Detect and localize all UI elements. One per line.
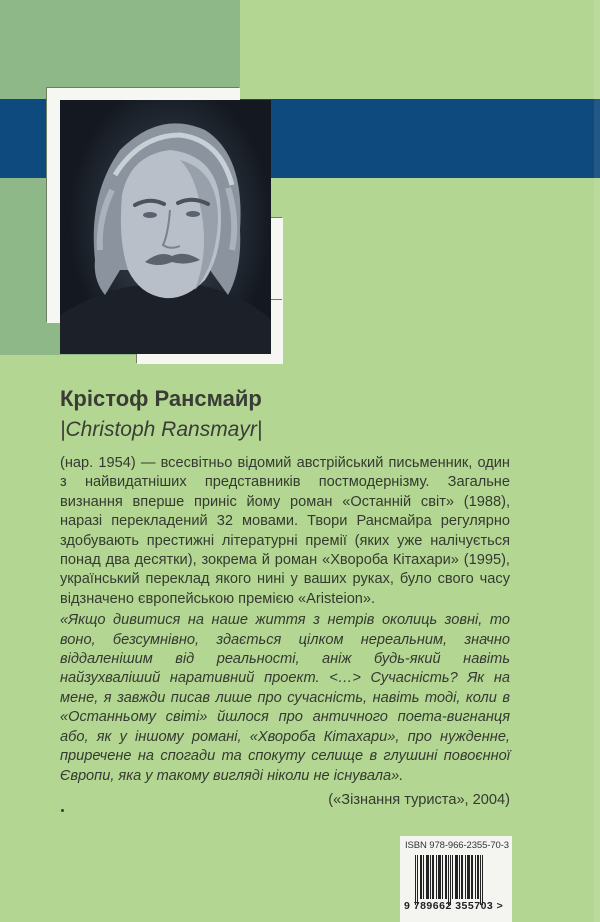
author-portrait-photo [60, 100, 271, 354]
portrait-illustration [60, 100, 271, 354]
author-name: Крістоф Рансмайр [60, 386, 262, 411]
isbn-label: ISBN 978-966-2355-70-3 [405, 840, 509, 851]
author-quote: «Якщо дивитися на наше життя з нетрів околиць зовні, то воно, безсумнівно, здається цілком нереальним, значно віддаленішим від реальності, аніж будь-який навіть найзухваліший наративний проект. <…> Сучасність? Як на мене, я завжди писав лише про сучасність, навіть тоді, коли в «Останньому світі» йшлося про античного поета-вигнанця або, як у іншому романі, «Хвороба Кітахари», про нужденне, приречене на спогади та спокуту селище в глушині повоєнної Європи, яка у такому вигляді ніколи не існувала». [60, 612, 510, 784]
print-speck [61, 809, 64, 812]
author-text-block [60, 386, 510, 810]
author-biography: (нар. 1954) — всесвітньо відомий австрійський письменник, один з найвидатніших представників постмодернізму. Загальне визнання вперше приніс йому роман «Останній світ» (1988), наразі перекладений 32 мовами. Твори Рансмайра регулярно здобувають престижні літературні премії (яких уже налічується понад два десятки), зокрема й роман «Хвороба Кітахари» (1995), український переклад якого нині у ваших руках, було свого часу відзначено європейською премією «Aristeion». [60, 455, 510, 607]
barcode-bars-icon [415, 855, 500, 905]
barcode-digits: 9 789662 355703 > [404, 900, 504, 912]
author-latin-name: |Christoph Ransmayr| [60, 418, 263, 441]
quote-citation: («Зізнання туриста», 2004) [328, 791, 510, 808]
cover-edge-highlight [594, 0, 600, 922]
isbn-barcode [400, 836, 512, 922]
